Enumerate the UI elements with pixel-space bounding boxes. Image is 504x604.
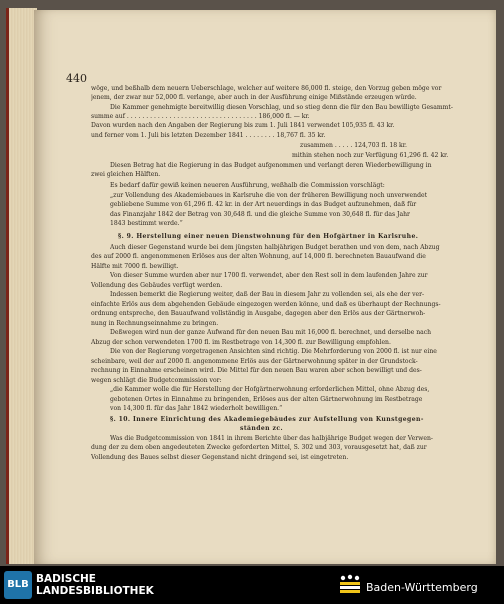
text-line: jenem, der zwar nur 52,000 fl. verlange, aber auch in der Ausführung einige Mißstände erzeugen würde. (91, 94, 417, 101)
text-line: „die Kammer wolle die für Herstellung der Hofgärtnerwohnung erforderlichen Mittel, ohne Abzug des, (110, 386, 430, 393)
blb-logo[interactable]: BLB (4, 571, 32, 599)
lion-coat-of-arms-icon (338, 574, 362, 596)
text-line: Abzug der schon verwendeten 1700 fl. im Restbetrage von 14,300 fl. zur Bewilligung empfohlen. (91, 339, 391, 346)
text-line: ständen zc. (240, 425, 284, 432)
text-line: summe auf . . . . . . . . . . . . . . . . . . . . . . . . . . . . . . . . . . 186,000 fl. — kr. (91, 113, 310, 120)
text-line: Vollendung des Baues selbst dieser Gegenstand nicht dringend sei, ist eingetreten. (91, 454, 349, 461)
text-line: Hälfte mit 7000 fl. bewilligt. (91, 263, 179, 270)
text-line: nung in Rechnungseinnahme zu bringen. (91, 320, 219, 327)
text-line: rechnung in Einnahme erscheinen wird. Die Mittel für den neuen Bau waren aber schon bewilligt und des- (91, 367, 422, 374)
text-line: das Finanzjahr 1842 der Betrag von 30,648 fl. und die gleiche Summe von 30,648 fl. für das Jahr (110, 211, 410, 218)
text-line: Davon wurden nach den Angaben der Regierung bis zum 1. Juli 1841 verwendet 105,935 fl. 43 kr. (91, 122, 395, 129)
text-line: scheinbare, weil der auf 2000 fl. angenommene Erlös aus der Gärtnerwohnung später in der Grundstock- (91, 358, 418, 365)
text-line: §. 10. Innere Einrichtung des Akademiegebäudes zur Aufstellung von Kunstgegen- (110, 416, 424, 423)
text-line: gebliebene Summe von 61,296 fl. 42 kr. in der Art neuerdings in das Budget aufzunehmen, daß für (110, 201, 417, 208)
page-number: 440 (66, 72, 87, 85)
text-line: Was die Budgetcommission von 1841 in ihrem Berichte über das halbjährige Budget wegen der Verwen- (110, 435, 433, 442)
text-line: Deßwegen wird nun der ganze Aufwand für den neuen Bau mit 16,000 fl. berechnet, und derselbe nach (110, 329, 432, 336)
text-line: „zur Vollendung des Akademiebaues in Karlsruhe die von der früheren Bewilligung noch unverwendet (110, 192, 428, 199)
text-line: dung der zu dem oben angedeuteten Zwecke geforderten Mittel, S. 302 und 303, vorausgesetzt hat, daß zur (91, 444, 427, 451)
text-line: einfachte Erlös aus dem abgehenden Gebäude eingezogen werden könne, und daß es überhaupt der Rechnungs- (91, 301, 441, 308)
text-line: des auf 2000 fl. angenommenen Erlöses aus der alten Wohnung, auf 14,000 fl. berechneten Bauaufwand die (91, 253, 426, 260)
text-line: und ferner vom 1. Juli bis letzten Dezember 1841 . . . . . . . . 18,767 fl. 35 kr. (91, 132, 326, 139)
text-line: Indessen bemerkt die Regierung weiter, daß der Bau in diesem Jahr zu vollenden sei, als ehe der ver- (110, 291, 425, 298)
text-line: gebotenen Ortes in Einnahme zu bringenden, Erlöses aus der alten Gärtnerwohnung im Restbetrage (110, 396, 423, 403)
text-line: ordnung entspreche, den Bauaufwand vollständig in Ausgabe, dagegen aber den Erlös aus der Gärtnerwoh- (91, 310, 426, 317)
text-line: Von dieser Summe wurden aber nur 1700 fl. verwendet, aber den Rest soll in dem laufenden Jahre zur (110, 272, 428, 279)
text-line: zusammen . . . . . 124,703 fl. 18 kr. (300, 142, 407, 149)
text-line: Vollendung des Gebäudes verfügt werden. (91, 282, 223, 289)
text-line: Diesen Betrag hat die Regierung in das Budget aufgenommen und verlangt deren Wiederbewilligung in (110, 162, 432, 169)
text-line: Auch dieser Gegenstand wurde bei dem jüngsten halbjährigen Budget berathen und von dem, nach Abzug (110, 244, 440, 251)
text-line: wöge, und beßhalb dem neuern Ueberschlage, welcher auf weitere 86,000 fl. steige, den Vorzug geben möge vor (91, 85, 442, 92)
text-line: §. 9. Herstellung einer neuen Dienstwohnung für den Hofgärtner in Karlsruhe. (118, 233, 419, 240)
library-name-line1: BADISCHE (36, 573, 96, 585)
text-line: zwei gleichen Hälften. (91, 171, 161, 178)
text-line: 1843 bestimmt werde.“ (110, 220, 183, 227)
text-line: Es bedarf dafür gewiß keinen neueren Ausführung, weßhalb die Commission vorschlägt: (110, 182, 385, 189)
book-page-edges (6, 8, 37, 564)
text-line: mithin stehen noch zur Verfügung 61,296 fl. 42 kr. (292, 152, 449, 159)
library-name-line2: LANDESBIBLIOTHEK (36, 585, 154, 597)
text-line: wegen schlägt die Budgetcommission vor: (91, 377, 222, 384)
state-name[interactable]: Baden-Württemberg (366, 581, 478, 594)
text-line: Die Kammer genehmigte bereitwillig diesen Vorschlag, und so stieg denn die für den Bau bewilligte Gesammt- (110, 104, 453, 111)
text-line: von 14,300 fl. für das Jahr 1842 wiederholt bewilligen.“ (110, 405, 283, 412)
library-name[interactable] (36, 573, 154, 597)
text-line: Die von der Regierung vorgetragenen Ansichten sind richtig. Die Mehrforderung von 2000 fl. ist nur eine (110, 348, 437, 355)
